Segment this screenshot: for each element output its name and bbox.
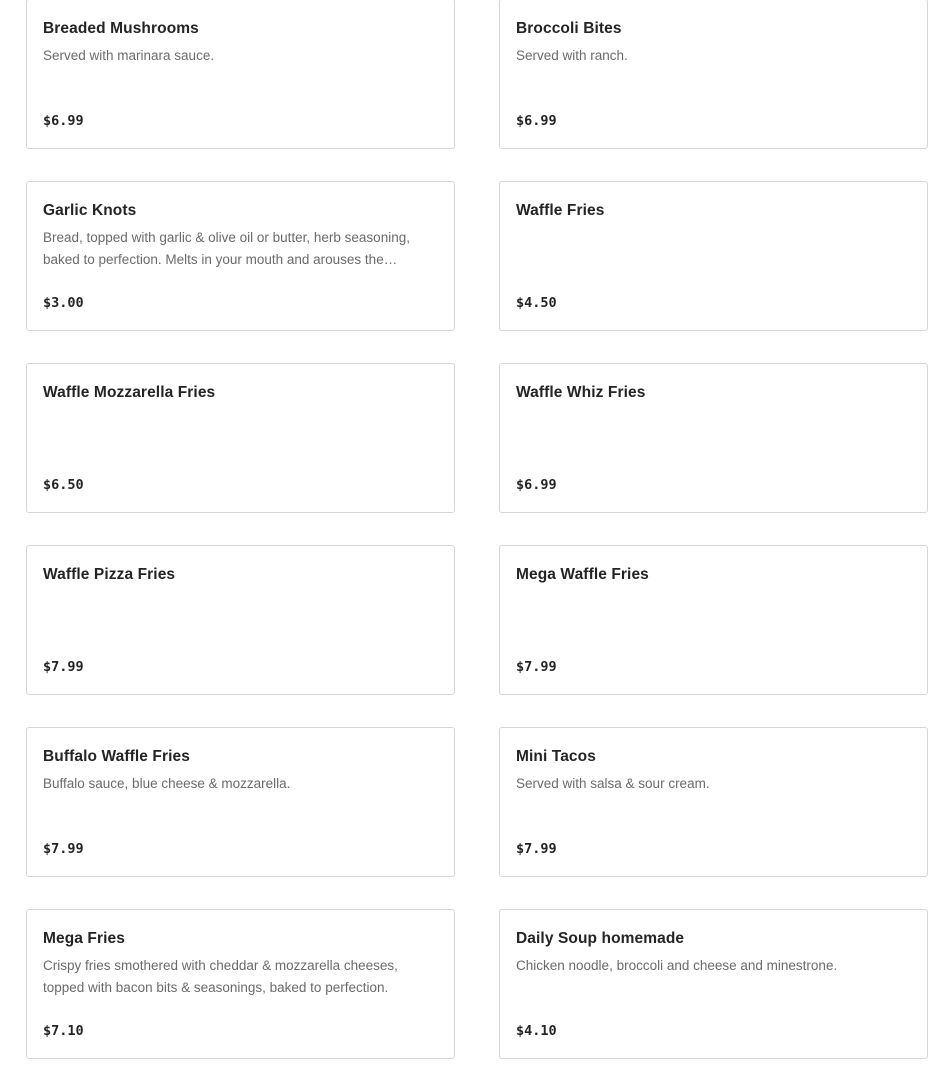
menu-item-card[interactable] [26,181,455,331]
menu-item-name: Waffle Pizza Fries [43,566,176,583]
menu-item-price: $7.99 [43,659,84,675]
menu-item-name: Waffle Fries [516,202,605,219]
menu-item-price: $4.50 [516,295,557,311]
menu-item-name: Waffle Whiz Fries [516,384,646,401]
menu-item-price: $7.99 [43,841,84,857]
menu-item-name: Daily Soup homemade [516,930,685,947]
menu-item-card[interactable] [499,0,928,149]
menu-item-card[interactable] [26,909,455,1059]
menu-item-price: $6.50 [43,477,84,493]
menu-item-card[interactable] [26,545,455,695]
menu-item-description: Buffalo sauce, blue cheese & mozzarella. [43,776,291,791]
menu-item-name: Broccoli Bites [516,20,622,37]
menu-item-name: Waffle Mozzarella Fries [43,384,216,401]
menu-item-name: Mega Fries [43,930,125,947]
menu-item-description: Bread, topped with garlic & olive oil or butter, herb seasoning, baked to perfection. Melts in your mouth and arouses the… [43,230,410,267]
menu-item-name: Mega Waffle Fries [516,566,649,583]
menu-item-description: Chicken noodle, broccoli and cheese and minestrone. [516,958,838,973]
menu-item-name: Buffalo Waffle Fries [43,748,190,765]
menu-item-description: Served with ranch. [516,48,628,63]
menu-item-card[interactable] [26,0,455,149]
menu-item-card[interactable] [499,727,928,877]
menu-item-description: Crispy fries smothered with cheddar & mozzarella cheeses, topped with bacon bits & seasonings, baked to perfection. [43,958,398,995]
menu-item-card[interactable] [499,181,928,331]
menu-item-name: Mini Tacos [516,748,596,765]
menu-item-grid [26,0,928,1059]
menu-item-price: $7.99 [516,659,557,675]
menu-item-price: $6.99 [516,113,557,129]
menu-item-name: Breaded Mushrooms [43,20,199,37]
menu-item-price: $7.99 [516,841,557,857]
menu-item-card[interactable] [499,909,928,1059]
menu-item-card[interactable] [499,545,928,695]
menu-item-price: $7.10 [43,1023,84,1039]
menu-item-name: Garlic Knots [43,202,137,219]
menu-item-price: $3.00 [43,295,84,311]
menu-item-card[interactable] [499,363,928,513]
menu-item-card[interactable] [26,727,455,877]
menu-item-price: $6.99 [43,113,84,129]
menu-item-card[interactable] [26,363,455,513]
menu-item-description: Served with marinara sauce. [43,48,215,63]
menu-item-price: $6.99 [516,477,557,493]
menu-item-price: $4.10 [516,1023,557,1039]
menu-item-description: Served with salsa & sour cream. [516,776,710,791]
